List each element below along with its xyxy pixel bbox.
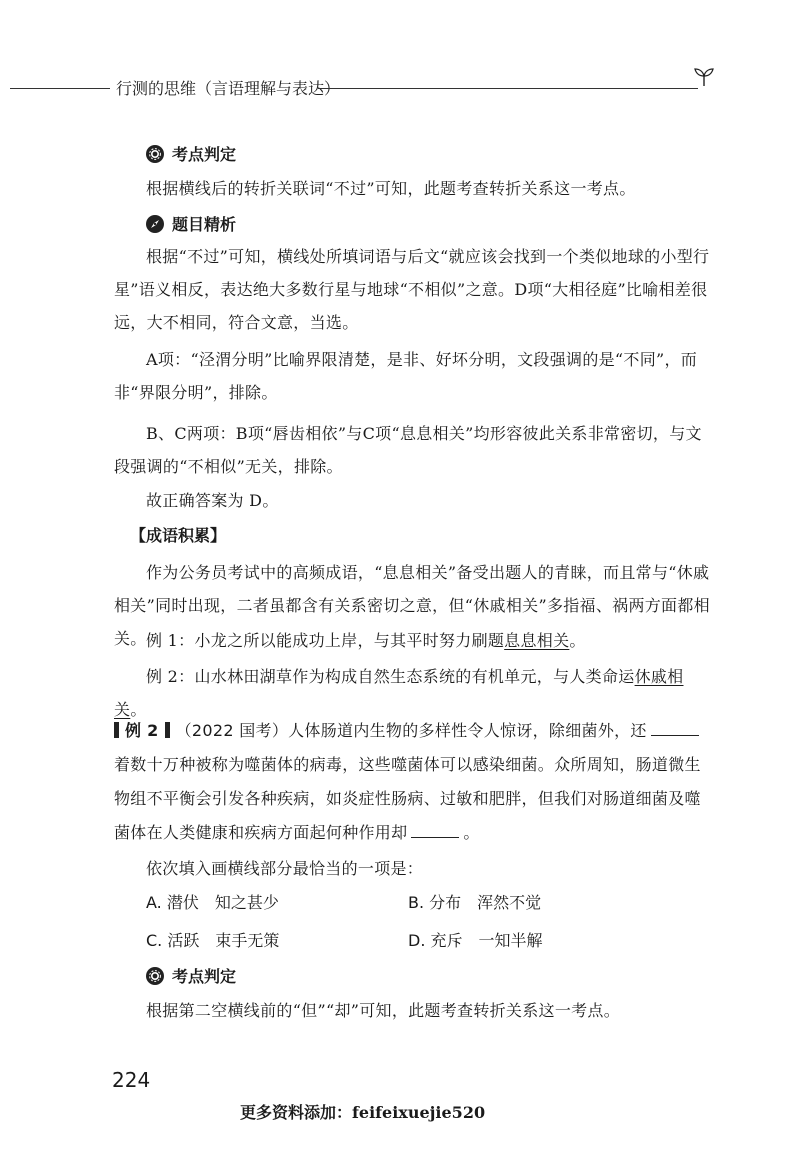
page-number: 224: [112, 1068, 151, 1092]
section-heading-text: 考点判定: [172, 967, 237, 986]
question-prompt: 依次填入画横线部分最恰当的一项是：: [146, 859, 424, 878]
tag-bar-right: [165, 722, 170, 738]
section-heading-point: [146, 142, 236, 165]
option-a: A. 潜伏 知之甚少: [146, 893, 279, 912]
paragraph: 根据“不过”可知，横线处所填词语与后文“就应该会找到一个类似地球的小型行星”语义相反，表达绝大多数行星与地球“不相似”之意。D项“大相径庭”比喻相差很远，大不相同，符合文意，当选。: [114, 247, 710, 332]
tag-bar-left: [114, 722, 119, 738]
example-sentence: 例 1：小龙之所以能成功上岸，与其平时努力刷题息息相关。: [146, 631, 586, 650]
paragraph: A项：“泾渭分明”比喻界限清楚，是非、好坏分明，文段强调的是“不同”，而非“界限分明”，排除。: [114, 350, 698, 402]
answer-blank: [411, 823, 459, 838]
option-d: D. 充斥 一知半解: [408, 931, 543, 950]
underlined-term: 休戚相关: [114, 667, 684, 719]
gear-icon: [146, 145, 164, 163]
running-header: [0, 72, 800, 102]
paragraph: B、C两项：B项“唇齿相依”与C项“息息相关”均形容彼此关系非常密切，与文段强调的“不相似”无关，排除。: [114, 424, 702, 476]
section-heading-text: 题目精析: [172, 215, 237, 234]
header-title: 行测的思维（言语理解与表达）: [116, 79, 341, 98]
question-source: （2022 国考）: [175, 721, 289, 740]
section-heading-analysis: [146, 212, 236, 235]
answer-blank: [651, 721, 699, 736]
example-tag: 例 2: [125, 721, 159, 740]
option-c: C. 活跃 束手无策: [146, 931, 280, 950]
paragraph: 故正确答案为 D。: [146, 491, 279, 510]
paragraph: 作为公务员考试中的高频成语，“息息相关”备受出题人的青睐，而且常与“休戚相关”同时出现，二者虽都含有关系密切之意，但“休戚相关”多指福、祸两方面都相关。: [114, 563, 710, 648]
sprout-icon: [692, 66, 716, 88]
underlined-term: 息息相关: [504, 631, 570, 650]
question-stem: 例 2 （2022 国考）人体肠道内生物的多样性令人惊讶，除细菌外，还着数十万种被称为噬菌体的病毒，这些噬菌体可以感染细菌。众所周知，肠道微生物组不平衡会引发各种疾病，如炎症性肠病、过敏和肥胖，但我们对肠道细菌及噬菌体在人类健康和疾病方面起何种作用却 。: [114, 721, 701, 842]
header-rule-right: [318, 88, 698, 89]
section-heading-point: [146, 964, 236, 987]
footer-note: 更多资料添加：feifeixuejie520: [240, 1103, 486, 1122]
paragraph: 根据横线后的转折关联词“不过”可知，此题考查转折关系这一考点。: [146, 179, 636, 198]
gear-icon: [146, 967, 164, 985]
compass-icon: [146, 215, 164, 233]
example-sentence: 例 2：山水林田湖草作为构成自然生态系统的有机单元，与人类命运休戚相关。: [114, 667, 684, 719]
option-b: B. 分布 浑然不觉: [408, 893, 542, 912]
header-rule-left: [10, 88, 110, 89]
idiom-heading: 【成语积累】: [130, 526, 227, 545]
paragraph: 根据第二空横线前的“但”“却”可知，此题考查转折关系这一考点。: [146, 1001, 621, 1020]
section-heading-text: 考点判定: [172, 145, 237, 164]
